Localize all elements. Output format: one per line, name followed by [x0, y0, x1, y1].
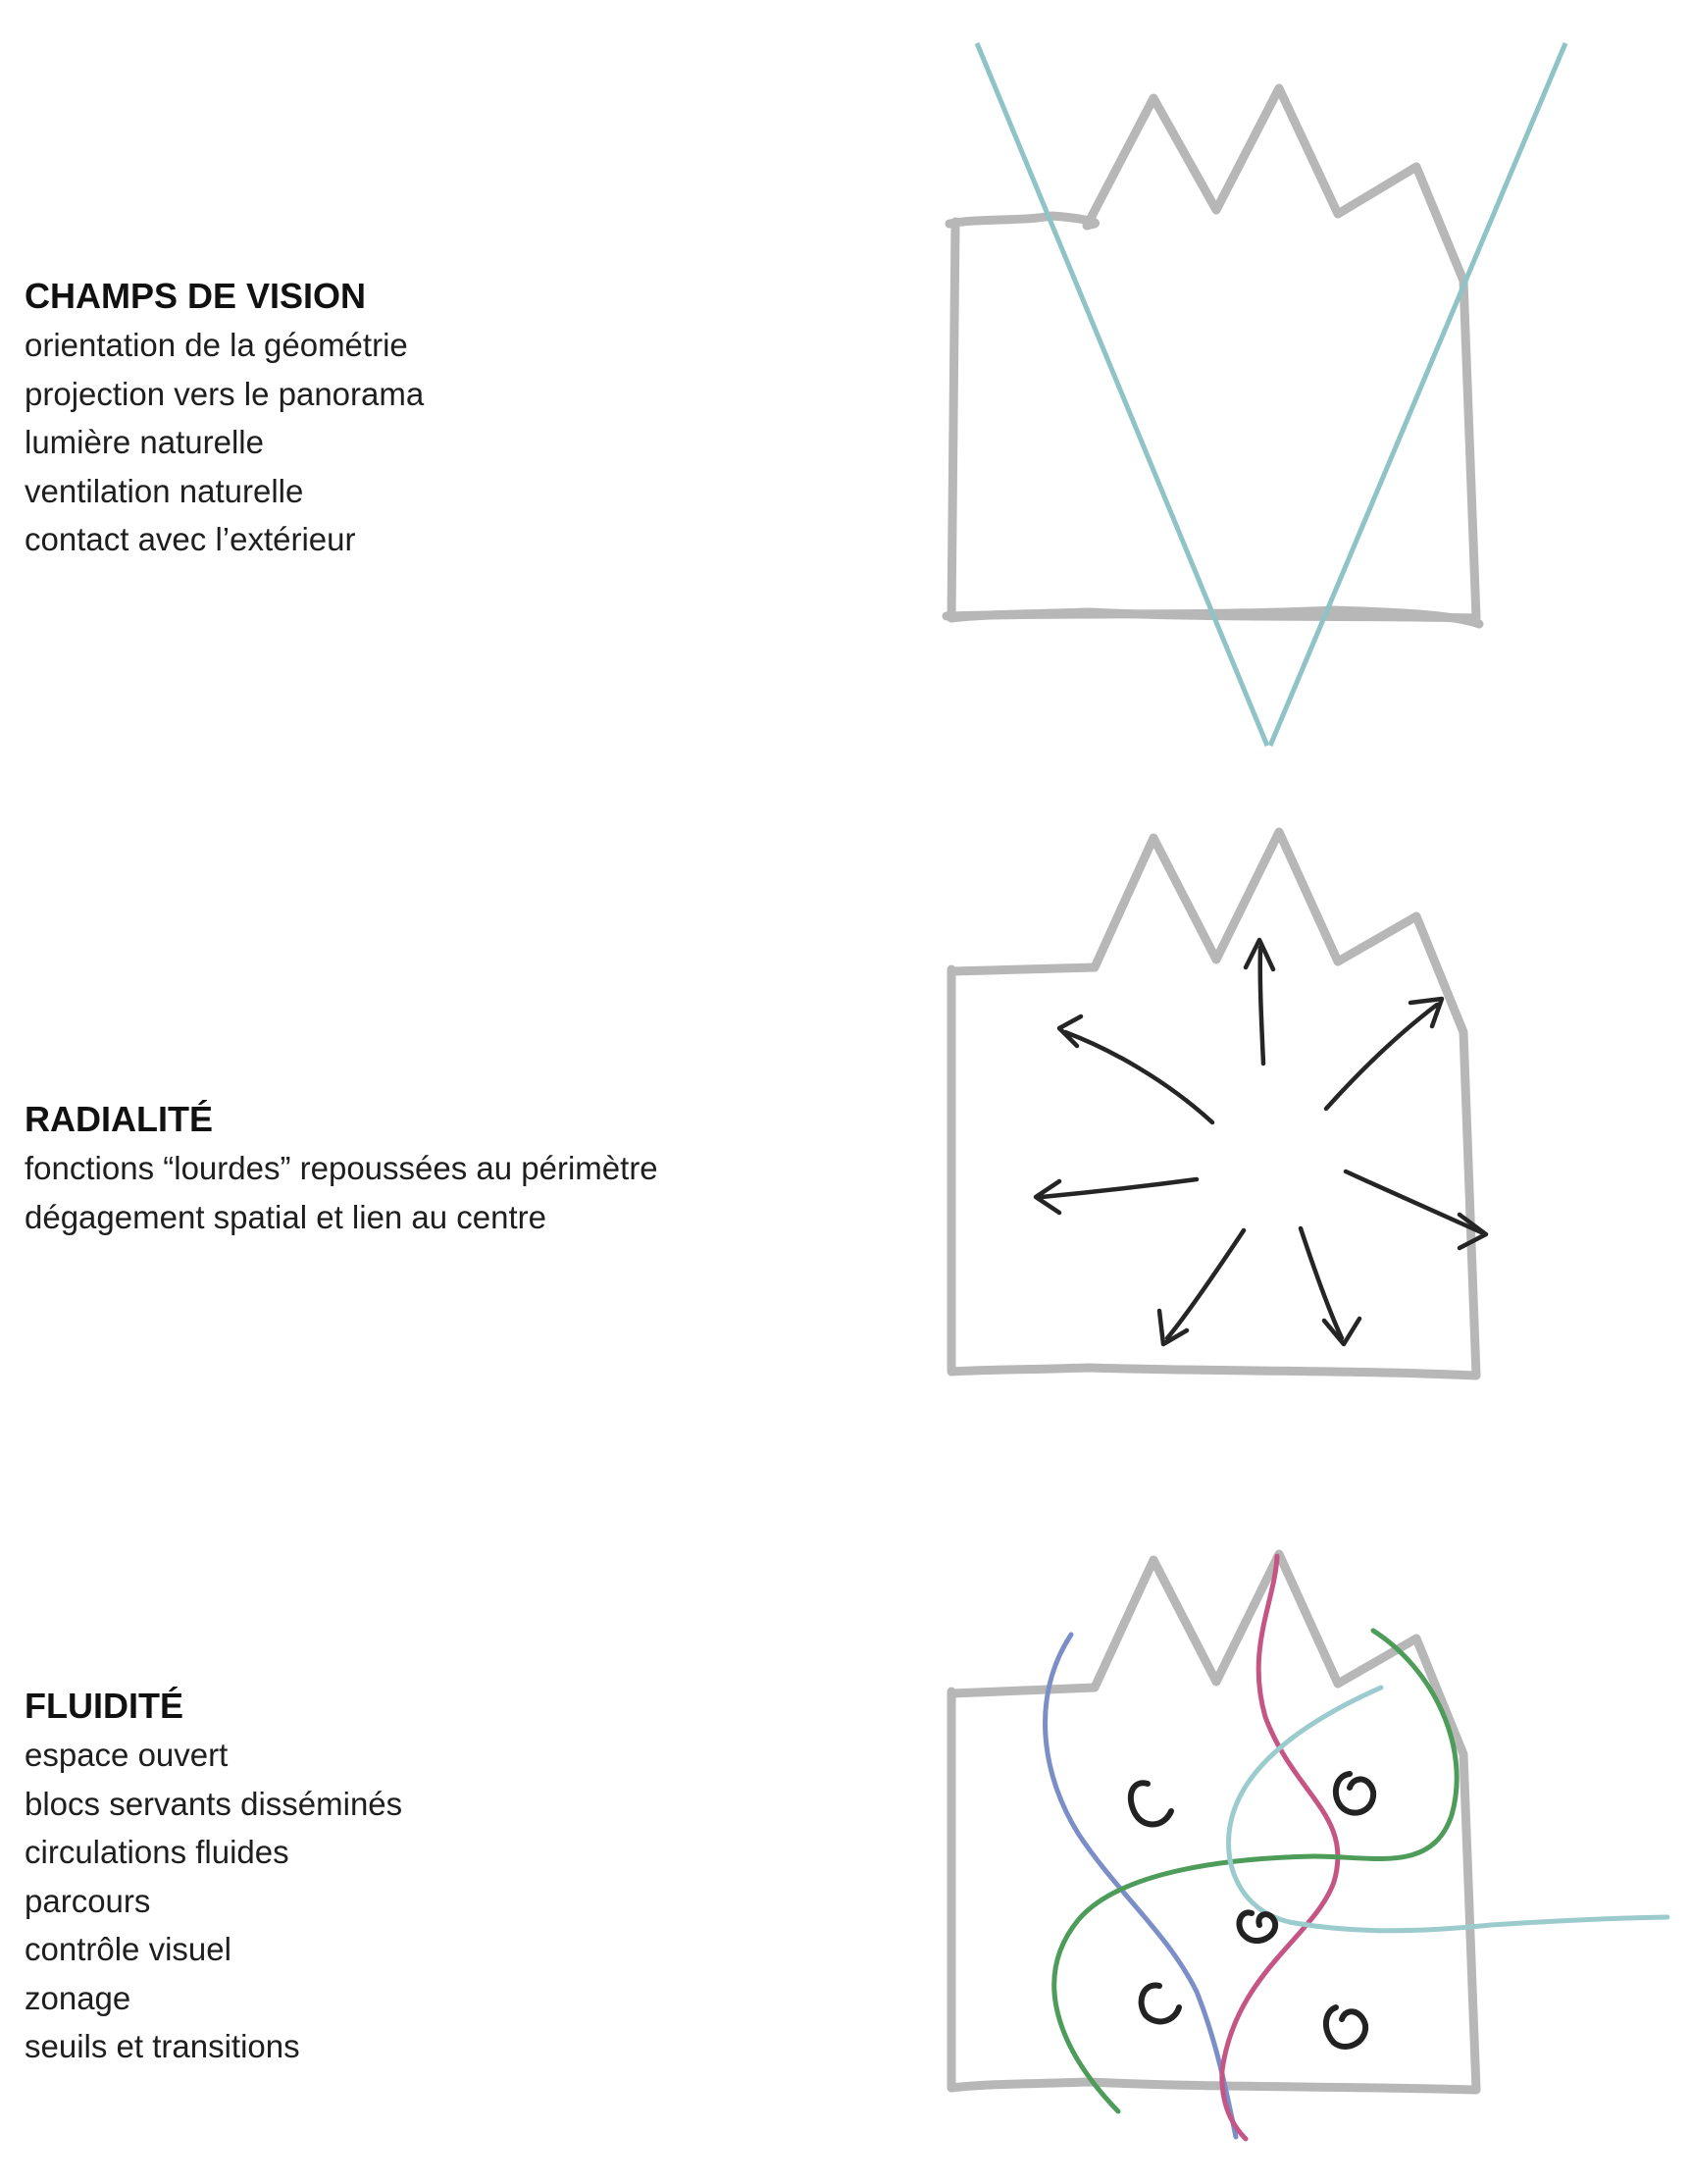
service-block-5 — [1326, 2007, 1365, 2047]
radial-arrows-sketch-icon — [922, 775, 1687, 1403]
section-title: RADIALITÉ — [25, 1099, 213, 1139]
building-outline — [951, 1554, 1476, 2090]
field-of-view-sketch-icon — [922, 29, 1687, 775]
arrow-left — [1036, 1179, 1197, 1213]
fluid-circulation-sketch-icon — [922, 1344, 1687, 2158]
arrow-down-left — [1159, 1230, 1244, 1344]
section-line: ventilation naturelle — [25, 472, 304, 509]
arrow-up-right — [1326, 999, 1442, 1109]
section-title: CHAMPS DE VISION — [25, 276, 367, 316]
section-line: dégagement spatial et lien au centre — [25, 1198, 547, 1235]
section-line: projection vers le panorama — [25, 375, 425, 412]
section-line: espace ouvert — [25, 1737, 229, 1773]
section-vision-text — [25, 272, 868, 564]
section-line: circulations fluides — [25, 1834, 289, 1870]
service-block-1 — [1131, 1783, 1171, 1824]
service-block-2 — [1336, 1774, 1373, 1813]
vision-line-right — [1270, 43, 1565, 746]
section-line: seuils et transitions — [25, 2028, 300, 2064]
arrow-down-right — [1301, 1228, 1359, 1344]
arrow-up — [1246, 940, 1273, 1064]
building-outline — [951, 832, 1476, 1376]
section-fluidite-text — [25, 1682, 868, 2071]
section-title: FLUIDITÉ — [25, 1686, 183, 1726]
service-block-4 — [1142, 1985, 1179, 2021]
arrow-up-left — [1059, 1016, 1212, 1122]
service-block-3 — [1239, 1912, 1275, 1941]
section-line: fonctions “lourdes” repoussées au périmètre — [25, 1150, 658, 1186]
section-line: parcours — [25, 1882, 151, 1919]
flow-line-blue — [1046, 1635, 1236, 2137]
section-line: lumière naturelle — [25, 424, 264, 460]
section-line: blocs servants disséminés — [25, 1785, 403, 1822]
section-line: orientation de la géométrie — [25, 327, 408, 363]
vision-line-left — [977, 43, 1267, 746]
section-line: contact avec l’extérieur — [25, 521, 356, 557]
section-line: contrôle visuel — [25, 1931, 231, 1967]
flow-line-green — [1054, 1631, 1457, 2111]
section-radialite-text — [25, 1095, 868, 1241]
section-line: zonage — [25, 1979, 131, 2016]
